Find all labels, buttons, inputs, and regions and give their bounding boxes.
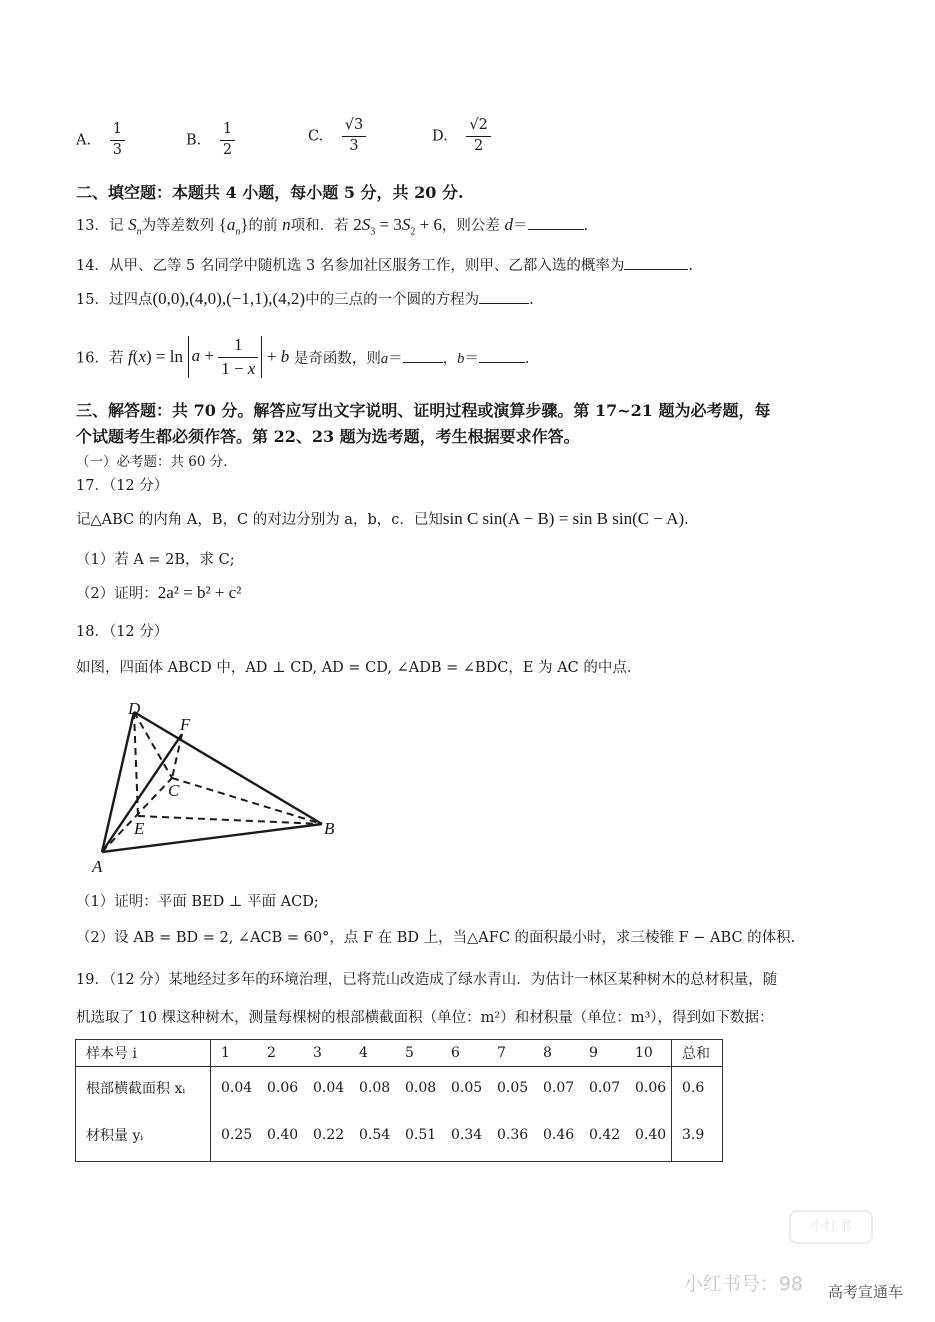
section-3-line-2: 个试题考生都必须作答。第 22、23 题为选考题，考生根据要求作答。	[76, 427, 580, 446]
table-cell: 6	[441, 1040, 487, 1067]
table-cell: 0.04	[313, 1080, 345, 1096]
table-row	[76, 1109, 723, 1162]
section-2-title: 二、填空题：本题共 4 小题，每小题 5 分，共 20 分.	[76, 183, 464, 202]
table-cell: 0.05	[497, 1080, 529, 1096]
question-18-part-1: （1）证明：平面 BED ⊥ 平面 ACD;	[76, 894, 319, 910]
question-16: 16．若 f(x) = ln a + $\frac{1}{1 - x}$ + b 是奇函数，则a＝ ，b＝ .	[76, 335, 530, 378]
edge-dc	[134, 712, 172, 778]
table-sum-cell: 3.9	[672, 1109, 723, 1162]
question-17-part-1: （1）若 A = 2B，求 C;	[76, 552, 235, 568]
question-18-head: 18．（12 分）	[76, 624, 169, 640]
label-c: C	[168, 781, 180, 800]
fraction: $\frac{1}{3}$	[110, 122, 125, 159]
label-f: F	[180, 715, 191, 734]
table-cell: 0.06	[625, 1067, 672, 1110]
edge-db	[134, 712, 322, 824]
table-cell: 0.42	[589, 1127, 621, 1143]
data-table	[75, 1039, 723, 1162]
watermark-logo: 小红书	[789, 1210, 873, 1244]
table-cell: 0.08	[359, 1080, 391, 1096]
question-15: 15．过四点(0,0),(4,0),(−1,1),(4,2)中的三点的一个圆的方程为 .	[76, 289, 534, 308]
table-cell: 0.36	[497, 1127, 529, 1143]
option-b	[186, 122, 235, 159]
fraction: $\frac{√3}{3}$	[342, 118, 366, 155]
table-cell: 0.06	[267, 1080, 299, 1096]
label-a: A	[92, 857, 103, 876]
question-17-stem: 记△ABC 的内角 A，B，C 的对边分别为 a，b，c．已知sin C sin(A − B) = sin B sin(C − A).	[76, 509, 689, 528]
edge-da	[102, 712, 134, 852]
table-cell: 0.51	[405, 1127, 437, 1143]
table-header-label: 样本号 i	[76, 1040, 211, 1067]
table-cell: 0.46	[543, 1127, 575, 1143]
question-13: 13．记 $S_n$为等差数列 $\{a_n\}$的前 n项和．若 $2S_3 = 3S_2 + 6$，则公差 d＝ .	[76, 215, 589, 238]
table-cell: 0.40	[625, 1109, 672, 1162]
option-letter: B.	[186, 132, 202, 149]
option-letter: A.	[76, 132, 92, 149]
table-cell: 0.25	[211, 1109, 258, 1162]
fraction: $\frac{1}{2}$	[220, 122, 235, 159]
label-b: B	[324, 819, 335, 838]
table-cell: 0.54	[359, 1127, 391, 1143]
table-cell: 2	[257, 1040, 303, 1067]
question-18-part-2: （2）设 AB = BD = 2, ∠ACB = 60°，点 F 在 BD 上，当△AFC 的面积最小时，求三棱锥 F − ABC 的体积.	[76, 930, 796, 946]
option-a	[76, 122, 125, 159]
question-19-line-1: 19．（12 分）某地经过多年的环境治理，已将荒山改造成了绿水青山．为估计一林区某种树木的总材积量，随	[76, 972, 778, 988]
table-cell: 0.04	[211, 1067, 258, 1110]
option-letter: D.	[432, 128, 448, 145]
table-sum-cell: 0.6	[672, 1067, 723, 1110]
table-cell: 0.05	[451, 1080, 483, 1096]
part-1-title: （一）必考题：共 60 分.	[76, 454, 228, 470]
table-cell: 1	[211, 1040, 258, 1067]
question-17-head: 17．（12 分）	[76, 478, 169, 494]
table-cell: 5	[395, 1040, 441, 1067]
row-label: 根部横截面积 xᵢ	[76, 1067, 211, 1110]
table-cell: 0.22	[313, 1127, 345, 1143]
label-d: D	[128, 699, 141, 718]
table-cell: 9	[579, 1040, 625, 1067]
table-cell: 0.40	[267, 1127, 299, 1143]
table-cell: 7	[487, 1040, 533, 1067]
tetrahedron-figure	[88, 696, 348, 876]
table-cell: 10	[625, 1040, 672, 1067]
question-19-line-2: 机选取了 10 棵这种树木，测量每棵树的根部横截面积（单位：m²）和材积量（单位：m³），得到如下数据：	[76, 1010, 774, 1026]
section-3-line-1: 三、解答题：共 70 分。解答应写出文字说明、证明过程或演算步骤。第 17~21 题为必考题，每	[76, 401, 771, 420]
table-cell: 3	[303, 1040, 349, 1067]
table-cell: 0.08	[405, 1080, 437, 1096]
table-cell: 0.07	[589, 1080, 621, 1096]
watermark-tag: 高考宣通车	[827, 1283, 903, 1301]
question-14: 14．从甲、乙等 5 名同学中随机选 3 名参加社区服务工作，则甲、乙都入选的概率为 .	[76, 258, 693, 274]
table-cell: 0.07	[543, 1080, 575, 1096]
label-e: E	[134, 819, 145, 838]
table-header-sum: 总和	[672, 1040, 723, 1067]
table-row	[76, 1067, 723, 1110]
question-18-stem: 如图，四面体 ABCD 中，AD ⊥ CD, AD = CD, ∠ADB = ∠BDC，E 为 AC 的中点．	[76, 660, 642, 676]
option-c	[308, 118, 366, 155]
option-letter: C.	[308, 128, 324, 145]
option-d	[432, 118, 491, 155]
watermark-text: 小红书号：98	[683, 1273, 803, 1295]
table-header-row	[76, 1040, 723, 1067]
edge-cb	[172, 778, 322, 824]
table-cell: 8	[533, 1040, 579, 1067]
row-label: 材积量 yᵢ	[76, 1109, 211, 1162]
table-cell: 4	[349, 1040, 395, 1067]
segment-eb	[138, 816, 322, 824]
table-cell: 0.34	[451, 1127, 483, 1143]
fraction: $\frac{√2}{2}$	[466, 118, 490, 155]
question-17-part-2: （2）证明：2a² = b² + c²	[76, 583, 242, 602]
